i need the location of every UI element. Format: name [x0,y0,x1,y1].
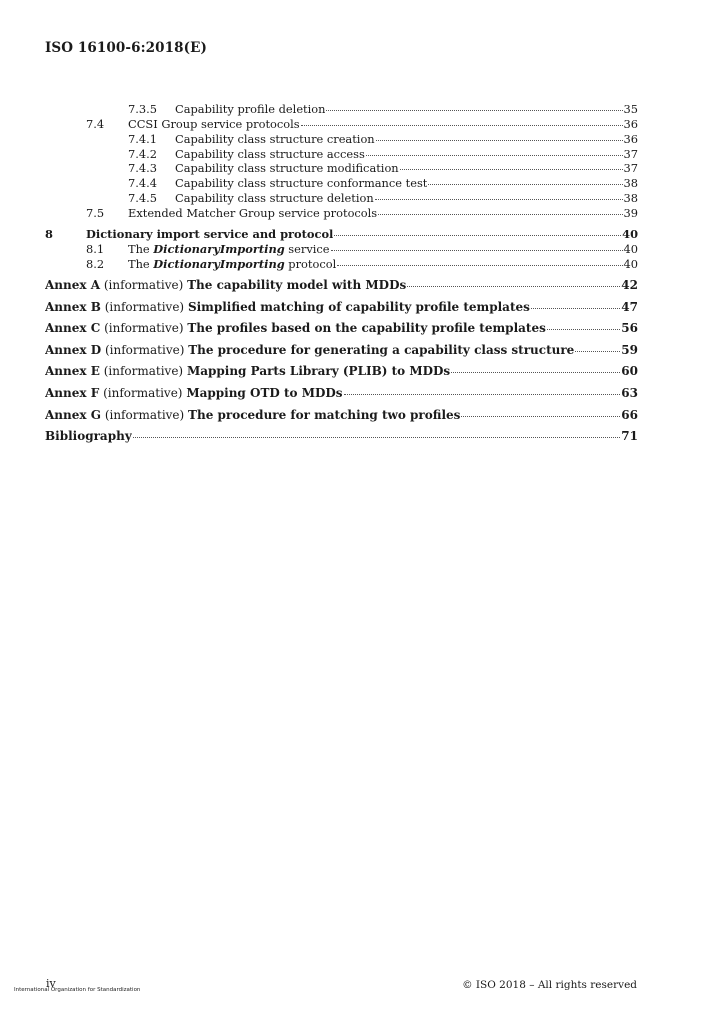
leader-dots [531,307,620,309]
document-header: ISO 16100-6:2018(E) [45,40,208,56]
toc-label-pre: The [128,257,154,271]
toc-entry-7-4[interactable] [86,117,638,131]
toc-number: 7.4.3 [128,161,157,175]
leader-dots [575,350,620,352]
toc-label: Capability class structure access [175,147,365,161]
toc-label: Capability class structure deletion [175,191,374,205]
leader-dots [451,371,620,373]
toc-number: 7.5 [86,206,105,220]
leader-dots [344,393,621,395]
toc-label: Capability class structure creation [175,132,375,146]
toc-label-emphasis: DictionaryImporting [153,257,285,271]
toc-page: 60 [621,364,638,378]
annex-type: (informative) [104,321,184,335]
toc-number: 7.4.1 [128,132,157,146]
toc-entry-8[interactable] [45,227,638,241]
toc-label-pre: The [128,242,154,256]
annex-type: (informative) [104,343,185,357]
annex-type: (informative) [103,386,183,400]
bibliography-label: Bibliography [45,429,132,443]
leader-dots [407,285,620,287]
toc-page: 40 [623,257,638,271]
annex-title: Mapping OTD to MDDs [186,386,343,400]
annex-id: Annex G [45,408,101,422]
annex-title: Simplified matching of capability profile templates [187,300,530,314]
toc-number: 8.1 [86,242,105,256]
toc-number: 7.4 [86,117,105,131]
toc-page: 71 [621,429,638,443]
toc-page: 63 [621,386,638,400]
toc-number: 7.4.5 [128,191,157,205]
toc-annex-a[interactable] [45,278,638,292]
toc-label: Capability profile deletion [175,102,326,116]
organization-watermark: International Organization for Standardization [14,987,141,993]
annex-id: Annex E [45,364,100,378]
annex-title: The capability model with MDDs [187,278,407,292]
annex-type: (informative) [103,278,184,292]
toc-number: 7.3.5 [128,102,157,116]
leader-dots [547,328,620,330]
toc-page: 59 [621,343,638,357]
leader-dots [376,139,623,141]
toc-annex-e[interactable] [45,364,638,378]
toc-number: 7.4.2 [128,147,157,161]
annex-type: (informative) [104,408,185,422]
toc-page: 39 [623,206,638,220]
annex-id: Annex C [45,321,101,335]
leader-dots [366,154,623,156]
leader-dots [337,264,622,266]
toc-annex-c[interactable] [45,321,638,335]
toc-entry-8-2[interactable] [86,257,638,271]
toc-label: Capability class structure modification [175,161,399,175]
toc-label: Dictionary import service and protocol [86,227,334,241]
toc-number: 7.4.4 [128,176,157,190]
annex-type: (informative) [104,300,185,314]
toc-annex-b[interactable] [45,300,638,314]
annex-title: The profiles based on the capability profile templates [187,321,546,335]
leader-dots [133,436,621,438]
toc-entry-7-4-4[interactable] [128,176,638,190]
leader-dots [400,168,623,170]
toc-annex-d[interactable] [45,343,638,357]
toc-entry-7-4-5[interactable] [128,191,638,205]
toc-label [128,242,330,256]
toc-label-post: service [284,242,330,256]
toc-number: 8 [45,227,53,241]
toc-page: 37 [623,161,638,175]
toc-entry-7-5[interactable] [86,206,638,220]
annex-title: Mapping Parts Library (PLIB) to MDDs [186,364,451,378]
leader-dots [428,183,622,185]
toc-annex-f[interactable] [45,386,638,400]
leader-dots [378,213,622,215]
annex-id: Annex F [45,386,100,400]
toc-page: 47 [621,300,638,314]
toc-annex-g[interactable] [45,408,638,422]
toc-page: 42 [621,278,638,292]
toc-page: 38 [623,191,638,205]
toc-page: 36 [623,117,638,131]
annex-id: Annex B [45,300,101,314]
toc-page: 36 [623,132,638,146]
annex-id: Annex D [45,343,102,357]
toc-label: Capability class structure conformance test [175,176,428,190]
leader-dots [461,415,620,417]
toc-label [128,257,336,271]
toc-page: 38 [623,176,638,190]
leader-dots [326,109,622,111]
toc-entry-7-4-3[interactable] [128,161,638,175]
leader-dots [301,124,623,126]
annex-id: Annex A [45,278,101,292]
toc-entry-7-3-5[interactable] [128,102,638,116]
toc-page: 40 [623,242,638,256]
leader-dots [331,249,623,251]
copyright-notice: © ISO 2018 – All rights reserved [462,979,637,991]
annex-title: The procedure for generating a capability class structure [188,343,575,357]
toc-page: 40 [622,227,638,241]
toc-label: CCSI Group service protocols [128,117,300,131]
annex-type: (informative) [103,364,184,378]
toc-page: 56 [621,321,638,335]
toc-entry-8-1[interactable] [86,242,638,256]
leader-dots [334,234,621,236]
toc-entry-7-4-1[interactable] [128,132,638,146]
page-number: iv [46,977,56,990]
toc-page: 66 [621,408,638,422]
leader-dots [375,198,623,200]
toc-page: 37 [623,147,638,161]
annex-title: The procedure for matching two profiles [188,408,461,422]
toc-label-emphasis: DictionaryImporting [153,242,285,256]
toc-label-post: protocol [284,257,337,271]
toc-number: 8.2 [86,257,105,271]
toc-page: 35 [623,102,638,116]
toc-entry-7-4-2[interactable] [128,147,638,161]
toc-bibliography[interactable] [45,429,638,443]
toc-label: Extended Matcher Group service protocols [128,206,378,220]
